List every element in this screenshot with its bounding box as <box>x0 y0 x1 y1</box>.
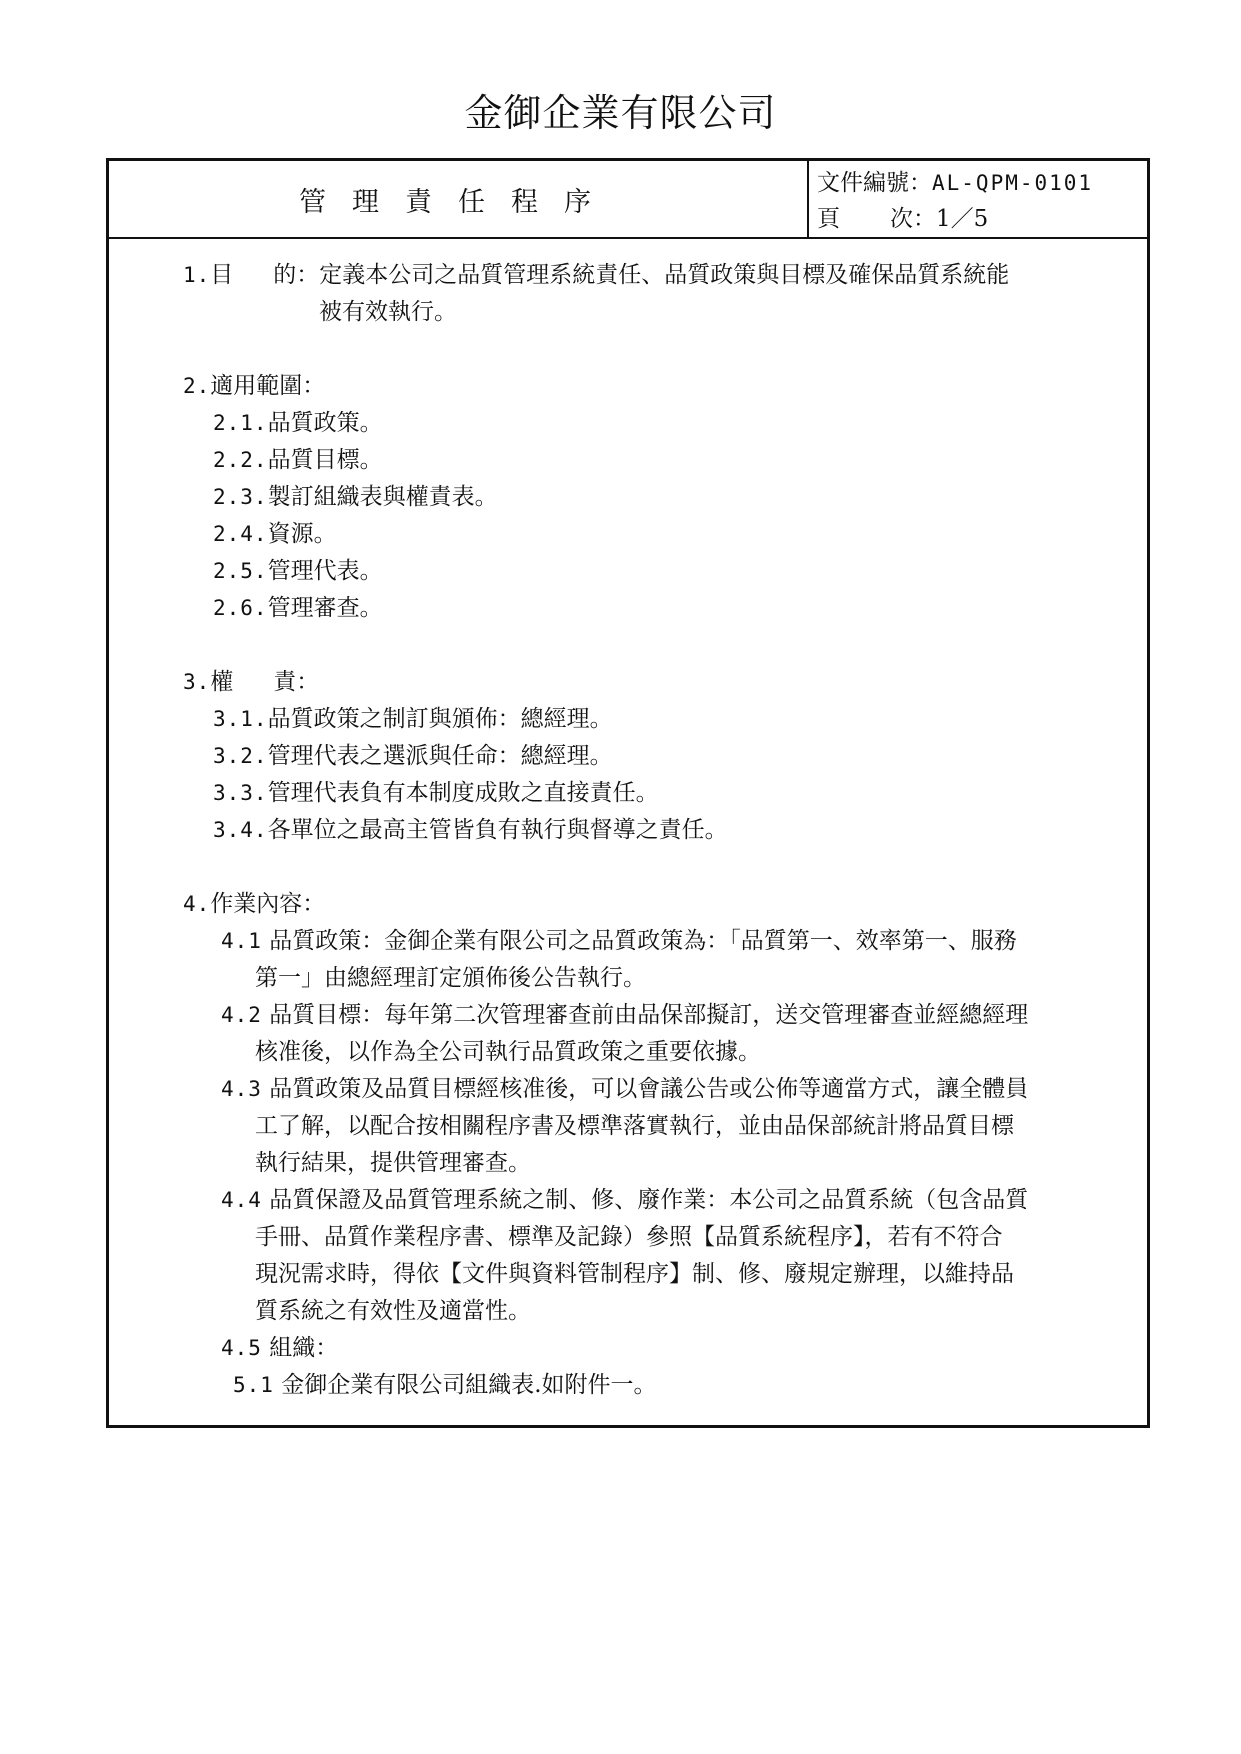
document-frame <box>106 158 1150 1428</box>
list-item: 3.2.管理代表之選派與任命：總經理。 <box>213 743 613 769</box>
list-item: 3.3.管理代表負有本制度成敗之直接責任。 <box>213 780 659 806</box>
list-item: 2.3.製訂組織表與權責表。 <box>213 484 498 510</box>
paragraph-4-2-continuation: 核准後，以作為全公司執行品質政策之重要依據。 <box>255 1039 761 1065</box>
paragraph-4-4-continuation: 現況需求時，得依【文件與資料管制程序】制、修、廢規定辦理，以維持品 <box>255 1261 1014 1287</box>
section-1-continuation: 被有效執行。 <box>319 299 457 325</box>
company-name: 金御企業有限公司 <box>464 91 777 135</box>
list-item: 2.1.品質政策。 <box>213 410 383 436</box>
page-label-a: 頁 <box>817 206 840 232</box>
section-2-heading: 2.適用範圍： <box>183 373 326 399</box>
list-item: 3.1.品質政策之制訂與頒佈：總經理。 <box>213 706 613 732</box>
paragraph-4-2: 4.2 品質目標：每年第二次管理審查前由品保部擬訂，送交管理審查並經總經理 <box>221 1002 1029 1028</box>
page-row <box>817 201 1150 237</box>
paragraph-4-3-continuation: 執行結果，提供管理審查。 <box>255 1150 531 1176</box>
document-meta <box>807 161 1150 237</box>
paragraph-4-4: 4.4 品質保證及品質管理系統之制、修、廢作業：本公司之品質系統（包含品質 <box>221 1187 1029 1213</box>
page-label-b: 次： <box>890 206 936 232</box>
doc-number: AL-QPM-0101 <box>932 171 1094 195</box>
doc-number-row <box>817 165 1150 201</box>
list-item: 3.4.各單位之最高主管皆負有執行與督導之責任。 <box>213 817 728 843</box>
paragraph-4-3: 4.3 品質政策及品質目標經核准後，可以會議公告或公佈等適當方式，讓全體員 <box>221 1076 1029 1102</box>
page-value: 1／5 <box>936 206 989 232</box>
document-body <box>183 257 1083 1404</box>
paragraph-4-1-continuation: 第一」由總經理訂定頒佈後公告執行。 <box>255 965 646 991</box>
section-3-heading: 3.權 責： <box>183 669 320 695</box>
doc-number-label: 文件編號： <box>817 170 932 196</box>
section-4-heading: 4.作業內容： <box>183 891 326 917</box>
paragraph-4-3-continuation: 工了解，以配合按相關程序書及標準落實執行，並由品保部統計將品質目標 <box>255 1113 1014 1139</box>
procedure-title: 管理責任程序 <box>299 186 617 218</box>
list-item: 2.6.管理審查。 <box>213 595 383 621</box>
paragraph-5-1: 5.1 金御企業有限公司組織表.如附件一。 <box>233 1372 657 1398</box>
paragraph-4-5: 4.5 組織： <box>221 1335 339 1361</box>
paragraph-4-1: 4.1 品質政策：金御企業有限公司之品質政策為：「品質第一、效率第一、服務 <box>221 928 1017 954</box>
section-1-heading: 1.目 的：定義本公司之品質管理系統責任、品質政策與目標及確保品質系統能 <box>183 262 1010 288</box>
list-item: 2.4.資源。 <box>213 521 337 547</box>
paragraph-4-4-continuation: 手冊、品質作業程序書、標準及記錄）參照【品質系統程序】，若有不符合 <box>255 1224 1003 1250</box>
paragraph-4-4-continuation: 質系統之有效性及適當性。 <box>255 1298 531 1324</box>
list-item: 2.2.品質目標。 <box>213 447 383 473</box>
document-header <box>109 161 1147 239</box>
list-item: 2.5.管理代表。 <box>213 558 383 584</box>
